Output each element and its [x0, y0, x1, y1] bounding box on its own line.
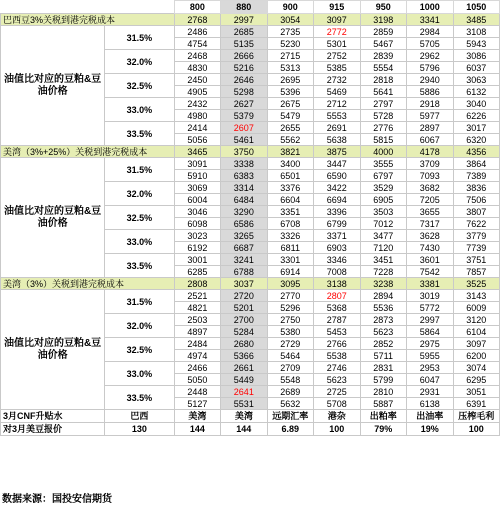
meal-price: 3019	[407, 290, 453, 302]
meal-price: 2953	[407, 362, 453, 374]
meal-price: 3023	[174, 230, 220, 242]
meal-price: 2962	[407, 50, 453, 62]
oil-price: 5641	[360, 86, 406, 98]
meal-price: 2715	[267, 50, 313, 62]
footer-label-quote: 对3月美豆报价	[1, 423, 105, 436]
meal-price: 3069	[174, 182, 220, 194]
oil-price: 7008	[314, 266, 360, 278]
oil-price: 6200	[453, 350, 500, 362]
section-cost-value: 3037	[221, 278, 267, 290]
oil-value-ratio: 32.0%	[105, 182, 174, 206]
section-cost-value: 3138	[314, 278, 360, 290]
oil-price: 5538	[314, 350, 360, 362]
meal-price: 3091	[174, 158, 220, 170]
header-price-3: 915	[314, 1, 360, 14]
meal-price: 2746	[314, 362, 360, 374]
footer-label-cnf: 3月CNF升贴水	[1, 410, 105, 423]
oil-price: 6004	[174, 194, 220, 206]
oil-price: 6604	[267, 194, 313, 206]
oil-price: 5396	[267, 86, 313, 98]
meal-price: 3555	[360, 158, 406, 170]
oil-price: 5772	[407, 302, 453, 314]
meal-price: 2918	[407, 98, 453, 110]
oil-price: 7120	[360, 242, 406, 254]
footer-header-cell: 远期汇率	[267, 410, 313, 423]
section-cost-value: 2808	[174, 278, 220, 290]
oil-price: 7012	[360, 218, 406, 230]
section-cost-value: 3821	[267, 146, 313, 158]
meal-price: 3709	[407, 158, 453, 170]
section-cost-value: 3381	[407, 278, 453, 290]
oil-price: 5380	[267, 326, 313, 338]
meal-price-row	[1, 158, 500, 170]
meal-price: 2720	[221, 290, 267, 302]
oil-price: 6797	[360, 170, 406, 182]
section-title: 美湾（3%）关税到港完税成本	[1, 278, 175, 290]
meal-price: 2735	[267, 26, 313, 38]
meal-price: 2897	[407, 122, 453, 134]
footer-header-cell: 港杂	[314, 410, 360, 423]
meal-price: 2750	[267, 314, 313, 326]
meal-price: 2484	[174, 338, 220, 350]
section-cost-value: 3875	[314, 146, 360, 158]
meal-price: 3400	[267, 158, 313, 170]
meal-price: 2450	[174, 74, 220, 86]
meal-price: 2975	[407, 338, 453, 350]
footer-header-cell: 出粕率	[360, 410, 406, 423]
meal-price: 3051	[453, 386, 500, 398]
meal-price: 3046	[174, 206, 220, 218]
meal-price: 2646	[221, 74, 267, 86]
section-cost-value: 3525	[453, 278, 500, 290]
oil-price: 5562	[267, 134, 313, 146]
section-cost-value: 2997	[221, 14, 267, 26]
oil-price: 5548	[267, 374, 313, 386]
oil-price: 5135	[221, 38, 267, 50]
oil-price: 5230	[267, 38, 313, 50]
oil-price: 7622	[453, 218, 500, 230]
meal-price: 2859	[360, 26, 406, 38]
footer-value-cell: 130	[105, 423, 174, 436]
oil-price: 6903	[314, 242, 360, 254]
footer-label-row	[1, 410, 500, 423]
oil-price: 6320	[453, 134, 500, 146]
footer-header-cell: 巴西	[105, 410, 174, 423]
meal-price: 2521	[174, 290, 220, 302]
oil-price: 5943	[453, 38, 500, 50]
meal-price: 3040	[453, 98, 500, 110]
oil-value-ratio: 33.0%	[105, 230, 174, 254]
meal-price: 2818	[360, 74, 406, 86]
section-cost-row	[1, 14, 500, 26]
oil-price: 5531	[221, 398, 267, 410]
meal-price: 2772	[314, 26, 360, 38]
section-cost-value: 3465	[174, 146, 220, 158]
meal-price: 2685	[221, 26, 267, 38]
oil-value-ratio: 32.0%	[105, 50, 174, 74]
meal-price: 3396	[314, 206, 360, 218]
footer-header-cell: 压榨毛利	[453, 410, 500, 423]
section-cost-value: 4356	[453, 146, 500, 158]
meal-price: 3063	[453, 74, 500, 86]
oil-price: 6905	[360, 194, 406, 206]
oil-price: 6285	[174, 266, 220, 278]
oil-price: 6799	[314, 218, 360, 230]
meal-price: 2448	[174, 386, 220, 398]
header-price-5: 1000	[407, 1, 453, 14]
oil-price: 5796	[407, 62, 453, 74]
oil-price: 7317	[407, 218, 453, 230]
header-price-2: 900	[267, 1, 313, 14]
meal-price: 3338	[221, 158, 267, 170]
row-group-label: 油值比对应的豆粕&豆油价格	[1, 158, 105, 278]
section-title: 巴西豆3%关税到港完税成本	[1, 14, 175, 26]
oil-price: 7506	[453, 194, 500, 206]
footer-value-cell: 79%	[360, 423, 406, 436]
oil-price: 5216	[221, 62, 267, 74]
oil-price: 7542	[407, 266, 453, 278]
meal-price: 2725	[314, 386, 360, 398]
meal-price: 3265	[221, 230, 267, 242]
oil-value-ratio: 31.5%	[105, 290, 174, 314]
footer-value-cell: 6.89	[267, 423, 313, 436]
oil-price: 5379	[221, 110, 267, 122]
oil-price: 6694	[314, 194, 360, 206]
oil-value-ratio: 32.0%	[105, 314, 174, 338]
meal-price: 3001	[174, 254, 220, 266]
meal-price: 3628	[407, 230, 453, 242]
meal-price: 2675	[267, 98, 313, 110]
oil-price: 5461	[221, 134, 267, 146]
oil-price: 5127	[174, 398, 220, 410]
oil-price: 5467	[360, 38, 406, 50]
meal-price: 3451	[360, 254, 406, 266]
meal-price: 2940	[407, 74, 453, 86]
meal-price: 2712	[314, 98, 360, 110]
oil-price: 5469	[314, 86, 360, 98]
header-price-0: 800	[174, 1, 220, 14]
meal-price: 2627	[221, 98, 267, 110]
section-cost-row	[1, 278, 500, 290]
oil-value-ratio: 33.5%	[105, 254, 174, 278]
oil-price: 5632	[267, 398, 313, 410]
oil-price: 4897	[174, 326, 220, 338]
oil-price: 6391	[453, 398, 500, 410]
footer-header-cell: 出油率	[407, 410, 453, 423]
meal-price: 2700	[221, 314, 267, 326]
header-price-6: 1050	[453, 1, 500, 14]
footer-value-row	[1, 423, 500, 436]
oil-price: 6226	[453, 110, 500, 122]
oil-price: 6788	[221, 266, 267, 278]
meal-price: 2732	[314, 74, 360, 86]
oil-price: 6098	[174, 218, 220, 230]
oil-price: 5366	[221, 350, 267, 362]
meal-price: 2729	[267, 338, 313, 350]
meal-price: 3108	[453, 26, 500, 38]
oil-price: 5056	[174, 134, 220, 146]
meal-price: 3529	[360, 182, 406, 194]
section-cost-value: 3485	[453, 14, 500, 26]
meal-price: 2666	[221, 50, 267, 62]
oil-price: 6009	[453, 302, 500, 314]
oil-price: 5708	[314, 398, 360, 410]
oil-price: 5298	[221, 86, 267, 98]
meal-price: 2466	[174, 362, 220, 374]
oil-price: 5464	[267, 350, 313, 362]
meal-price: 3120	[453, 314, 500, 326]
meal-price: 2997	[407, 314, 453, 326]
oil-price: 5864	[407, 326, 453, 338]
meal-price: 3503	[360, 206, 406, 218]
section-cost-value: 3750	[221, 146, 267, 158]
meal-price: 2807	[314, 290, 360, 302]
oil-value-ratio: 32.5%	[105, 338, 174, 362]
oil-price: 6914	[267, 266, 313, 278]
meal-price: 2432	[174, 98, 220, 110]
oil-price: 5623	[314, 374, 360, 386]
meal-price: 3086	[453, 50, 500, 62]
meal-price: 2414	[174, 122, 220, 134]
section-cost-value: 3097	[314, 14, 360, 26]
oil-price: 6037	[453, 62, 500, 74]
oil-price: 5799	[360, 374, 406, 386]
footer-value-cell: 19%	[407, 423, 453, 436]
oil-value-ratio: 33.0%	[105, 98, 174, 122]
meal-price: 3422	[314, 182, 360, 194]
oil-price: 6132	[453, 86, 500, 98]
meal-price: 2655	[267, 122, 313, 134]
meal-price: 3682	[407, 182, 453, 194]
oil-price: 5313	[267, 62, 313, 74]
meal-price: 3017	[453, 122, 500, 134]
oil-price: 5385	[314, 62, 360, 74]
meal-price: 2831	[360, 362, 406, 374]
oil-price: 7389	[453, 170, 500, 182]
oil-price: 4980	[174, 110, 220, 122]
oil-price: 5449	[221, 374, 267, 386]
meal-price: 2797	[360, 98, 406, 110]
oil-price: 5201	[221, 302, 267, 314]
meal-price: 2709	[267, 362, 313, 374]
meal-price: 2695	[267, 74, 313, 86]
meal-price: 3655	[407, 206, 453, 218]
meal-price: 2776	[360, 122, 406, 134]
oil-price: 5050	[174, 374, 220, 386]
oil-price: 5705	[407, 38, 453, 50]
data-source-note: 数据来源：国投安信期货	[2, 494, 112, 505]
oil-price: 7228	[360, 266, 406, 278]
oil-price: 7205	[407, 194, 453, 206]
oil-price: 6501	[267, 170, 313, 182]
meal-price: 2894	[360, 290, 406, 302]
meal-price-row	[1, 290, 500, 302]
oil-value-ratio: 31.5%	[105, 26, 174, 50]
meal-price: 3371	[314, 230, 360, 242]
footer-value-cell: 144	[221, 423, 267, 436]
meal-price: 2486	[174, 26, 220, 38]
section-cost-value: 3054	[267, 14, 313, 26]
oil-value-ratio: 33.0%	[105, 362, 174, 386]
section-cost-value: 4178	[407, 146, 453, 158]
oil-price: 5977	[407, 110, 453, 122]
oil-price: 5623	[360, 326, 406, 338]
oil-price: 6047	[407, 374, 453, 386]
meal-price: 3447	[314, 158, 360, 170]
oil-price: 6295	[453, 374, 500, 386]
meal-price: 2984	[407, 26, 453, 38]
meal-price: 3351	[267, 206, 313, 218]
oil-price: 5638	[314, 134, 360, 146]
meal-price: 2787	[314, 314, 360, 326]
meal-price-row	[1, 26, 500, 38]
meal-price: 3601	[407, 254, 453, 266]
row-group-label: 油值比对应的豆粕&豆油价格	[1, 26, 105, 146]
section-title: 美湾（3%+25%）关税到港完税成本	[1, 146, 175, 158]
meal-price: 2468	[174, 50, 220, 62]
footer-header-cell: 美湾	[221, 410, 267, 423]
meal-price: 2503	[174, 314, 220, 326]
meal-price: 3779	[453, 230, 500, 242]
meal-price: 2873	[360, 314, 406, 326]
oil-price: 7430	[407, 242, 453, 254]
oil-price: 6383	[221, 170, 267, 182]
meal-price: 3477	[360, 230, 406, 242]
meal-price: 3074	[453, 362, 500, 374]
header-price-1: 880	[221, 1, 267, 14]
oil-price: 5955	[407, 350, 453, 362]
meal-price: 3864	[453, 158, 500, 170]
meal-price: 2931	[407, 386, 453, 398]
oil-price: 4821	[174, 302, 220, 314]
row-group-label: 油值比对应的豆粕&豆油价格	[1, 290, 105, 410]
oil-value-ratio: 32.5%	[105, 206, 174, 230]
meal-price: 2661	[221, 362, 267, 374]
meal-price: 2680	[221, 338, 267, 350]
meal-price: 3376	[267, 182, 313, 194]
meal-price: 2641	[221, 386, 267, 398]
oil-price: 6484	[221, 194, 267, 206]
section-cost-value: 2768	[174, 14, 220, 26]
oil-value-ratio: 31.5%	[105, 158, 174, 182]
meal-price: 2839	[360, 50, 406, 62]
footer-value-cell: 144	[174, 423, 220, 436]
meal-price: 2770	[267, 290, 313, 302]
oil-price: 5479	[267, 110, 313, 122]
header-price-4: 950	[360, 1, 406, 14]
oil-price: 4974	[174, 350, 220, 362]
oil-price: 5728	[360, 110, 406, 122]
oil-price: 6586	[221, 218, 267, 230]
meal-price: 3314	[221, 182, 267, 194]
section-cost-value: 4000	[360, 146, 406, 158]
meal-price: 3290	[221, 206, 267, 218]
oil-price: 7857	[453, 266, 500, 278]
oil-price: 5536	[360, 302, 406, 314]
meal-price: 3836	[453, 182, 500, 194]
meal-price: 3301	[267, 254, 313, 266]
oil-price: 6067	[407, 134, 453, 146]
oil-value-ratio: 33.5%	[105, 122, 174, 146]
meal-price: 3346	[314, 254, 360, 266]
meal-price: 3751	[453, 254, 500, 266]
meal-price: 2810	[360, 386, 406, 398]
header-blank	[1, 1, 175, 14]
meal-price: 3326	[267, 230, 313, 242]
oil-price: 7093	[407, 170, 453, 182]
oil-price: 6590	[314, 170, 360, 182]
oil-price: 6104	[453, 326, 500, 338]
oil-price: 4830	[174, 62, 220, 74]
section-cost-value: 3238	[360, 278, 406, 290]
meal-price: 2752	[314, 50, 360, 62]
header-row	[1, 1, 500, 14]
oil-value-ratio: 33.5%	[105, 386, 174, 410]
meal-price: 3143	[453, 290, 500, 302]
oil-price: 4754	[174, 38, 220, 50]
meal-price: 2766	[314, 338, 360, 350]
section-cost-row	[1, 146, 500, 158]
oil-price: 7739	[453, 242, 500, 254]
oil-price: 5553	[314, 110, 360, 122]
oil-price: 4905	[174, 86, 220, 98]
oil-price: 5301	[314, 38, 360, 50]
oil-price: 6708	[267, 218, 313, 230]
oil-price: 6687	[221, 242, 267, 254]
oil-price: 5815	[360, 134, 406, 146]
oil-price: 5296	[267, 302, 313, 314]
oil-price: 6811	[267, 242, 313, 254]
meal-price: 2852	[360, 338, 406, 350]
meal-price: 2691	[314, 122, 360, 134]
section-cost-value: 3095	[267, 278, 313, 290]
oil-price: 5887	[360, 398, 406, 410]
meal-price: 2607	[221, 122, 267, 134]
meal-price: 3807	[453, 206, 500, 218]
oil-price: 5711	[360, 350, 406, 362]
footer-header-cell: 美湾	[174, 410, 220, 423]
meal-price: 3097	[453, 338, 500, 350]
oil-value-ratio: 32.5%	[105, 74, 174, 98]
oil-price: 5886	[407, 86, 453, 98]
meal-price: 3241	[221, 254, 267, 266]
footer-value-cell: 100	[314, 423, 360, 436]
meal-price: 2689	[267, 386, 313, 398]
oil-price: 5554	[360, 62, 406, 74]
oil-price: 5910	[174, 170, 220, 182]
section-cost-value: 3198	[360, 14, 406, 26]
oil-price: 6138	[407, 398, 453, 410]
oil-price: 5368	[314, 302, 360, 314]
footer-value-cell: 100	[453, 423, 500, 436]
oil-price: 5284	[221, 326, 267, 338]
oil-price: 5453	[314, 326, 360, 338]
oil-price: 6192	[174, 242, 220, 254]
section-cost-value: 3341	[407, 14, 453, 26]
